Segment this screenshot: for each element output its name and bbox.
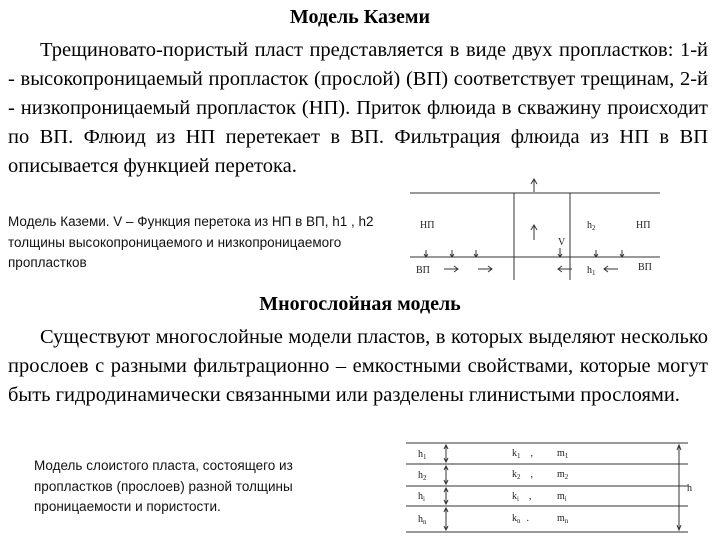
layer-2-k: $k_2$ , xyxy=(512,469,533,481)
multilayer-paragraph-text: Существуют многослойные модели пластов, в которых выделяют несколько прослоев с разными фильтрационно – емкостными свойствами, которые могут быть гидродинамически связанными или разделены глинистыми прослоями. xyxy=(8,326,708,406)
multilayer-title: Многослойная модель xyxy=(259,293,461,315)
total-thickness-label: h xyxy=(687,483,692,494)
h2-label: $h_2$ xyxy=(587,220,596,232)
multilayer-caption: Модель слоистого пласта, состоящего из пропластков (прослоев) разной толщины проницаемости и пористости. xyxy=(34,458,293,514)
layer-2-m: $m_2$ xyxy=(557,469,569,481)
kazemi-title: Модель Каземи xyxy=(289,6,431,28)
np-right-label: НП xyxy=(636,220,651,231)
layer-1-k: $k_1$ , xyxy=(512,448,533,460)
layer-n-m: $m_n$ xyxy=(557,513,569,525)
kazemi-diagram xyxy=(408,176,678,286)
v-label: V xyxy=(558,237,566,248)
kazemi-paragraph xyxy=(8,36,708,181)
multilayer-diagram xyxy=(400,440,710,536)
layer-thickness-arrows xyxy=(444,445,448,530)
kazemi-caption: Модель Каземи. V – Функция перетока из НП в ВП, h1 , h2 толщины высокопроницаемого и низкопроницаемого пропластков xyxy=(8,214,374,270)
layer-n-h: $h_n$ xyxy=(418,514,427,526)
np-left-label: НП xyxy=(420,220,435,231)
layer-2-h: $h_2$ xyxy=(418,470,427,482)
layer-n-k: $k_n$ . xyxy=(512,513,529,525)
vp-left-label: ВП xyxy=(416,265,430,276)
vp-right-label: ВП xyxy=(638,262,652,273)
layer-1-m: $m_1$ xyxy=(557,448,569,460)
layer-i-k: $k_i$ , xyxy=(512,491,532,503)
h1-label: $h_1$ xyxy=(587,265,596,277)
kazemi-paragraph-text: Трещиновато-пористый пласт представляется в виде двух пропластков: 1-й - высокопроницаемый пропласток (прослой) (ВП) соответствует трещинам, 2-й - низкопроницаемый пропласток (НП). Приток флюида в скважину происходит по ВП. Флюид из НП перетекает в ВП. Фильтрация флюида из НП в ВП описывается функцией перетока. xyxy=(8,39,708,177)
layer-1-h: $h_1$ xyxy=(418,449,427,461)
multilayer-paragraph xyxy=(8,323,708,410)
layer-i-h: $h_i$ xyxy=(418,491,425,503)
layer-i-m: $m_i$ xyxy=(557,491,567,503)
